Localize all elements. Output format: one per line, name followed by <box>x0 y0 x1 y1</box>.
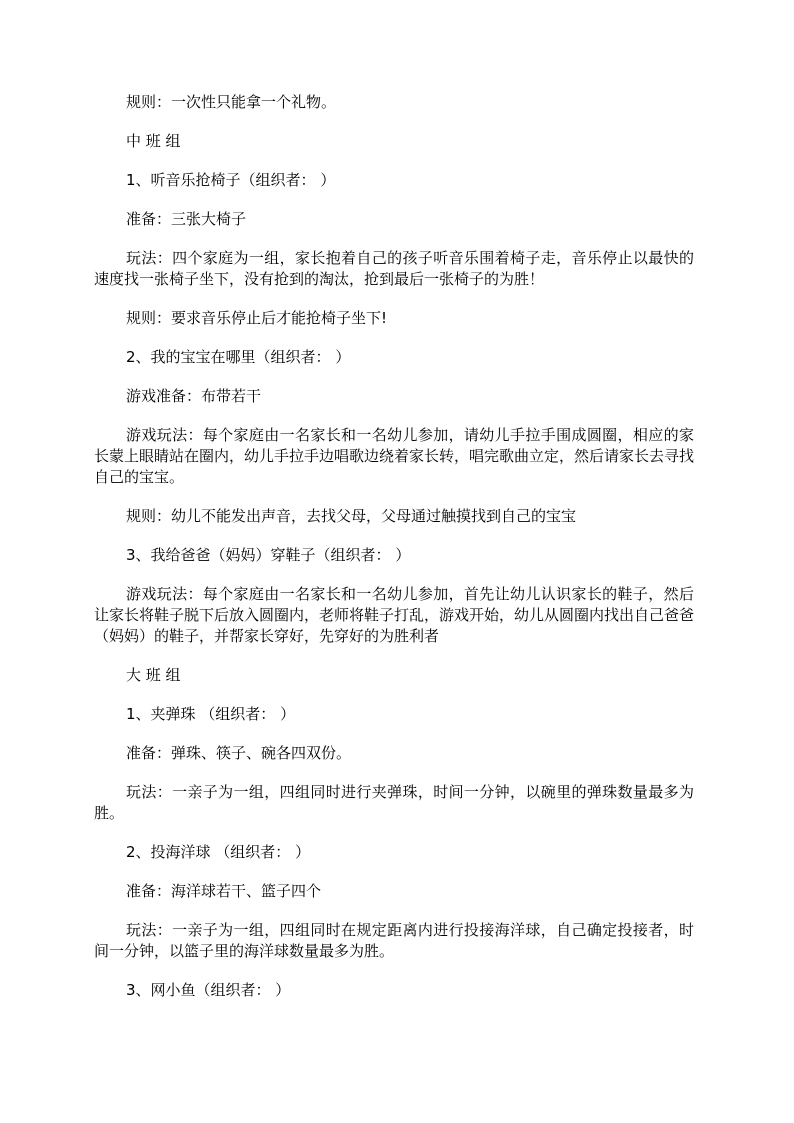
game-title: 3、我给爸爸（妈妈）穿鞋子（组织者： ） <box>126 546 411 564</box>
rule-paragraph: 规则：幼儿不能发出声音，去找父母，父母通过触摸找到自己的宝宝 <box>126 507 577 525</box>
gameplay-paragraph: 玩法：四个家庭为一组，家长抱着自己的孩子听音乐围着椅子走，音乐停止以最快的速度找一张椅子坐下，没有抢到的淘汰，抢到最后一张椅子的为胜！ <box>94 249 694 288</box>
preparation-paragraph: 游戏准备：布带若干 <box>126 387 262 405</box>
document-body <box>94 92 694 1019</box>
game-title: 1、夹弹珠 （组织者： ） <box>126 705 296 723</box>
game-title: 2、我的宝宝在哪里（组织者： ） <box>126 348 351 366</box>
game-title: 3、网小鱼（组织者： ） <box>126 981 291 999</box>
game-title: 2、投海洋球 （组织者： ） <box>126 843 311 861</box>
gameplay-paragraph: 游戏玩法：每个家庭由一名家长和一名幼儿参加，首先让幼儿认识家长的鞋子，然后让家长将鞋子脱下后放入圆圈内，老师将鞋子打乱，游戏开始，幼儿从圆圈内找出自己爸爸（妈妈）的鞋子，并帮家长穿好，先穿好的为胜利者 <box>94 585 695 645</box>
rule-paragraph: 规则：一次性只能拿一个礼物。 <box>126 93 337 111</box>
gameplay-paragraph: 游戏玩法：每个家庭由一名家长和一名幼儿参加，请幼儿手拉手围成圆圈，相应的家长蒙上眼睛站在圈内，幼儿手拉手边唱歌边绕着家长转，唱完歌曲立定，然后请家长去寻找自己的宝宝。 <box>94 426 695 486</box>
gameplay-paragraph: 玩法：一亲子为一组，四组同时进行夹弹珠，时间一分钟，以碗里的弹珠数量最多为胜。 <box>94 783 694 822</box>
preparation-paragraph: 准备：弹珠、筷子、碗各四双份。 <box>126 744 352 762</box>
section-heading-middle-class: 中 班 组 <box>126 132 181 150</box>
game-title: 1、听音乐抢椅子（组织者： ） <box>126 171 336 189</box>
section-heading-senior-class: 大 班 组 <box>126 666 181 684</box>
gameplay-paragraph: 玩法：一亲子为一组，四组同时在规定距离内进行投接海洋球，自己确定投接者，时间一分钟，以篮子里的海洋球数量最多为胜。 <box>94 921 694 960</box>
preparation-paragraph: 准备：三张大椅子 <box>126 210 247 228</box>
rule-paragraph: 规则：要求音乐停止后才能抢椅子坐下! <box>126 309 388 327</box>
preparation-paragraph: 准备：海洋球若干、篮子四个 <box>126 882 322 900</box>
